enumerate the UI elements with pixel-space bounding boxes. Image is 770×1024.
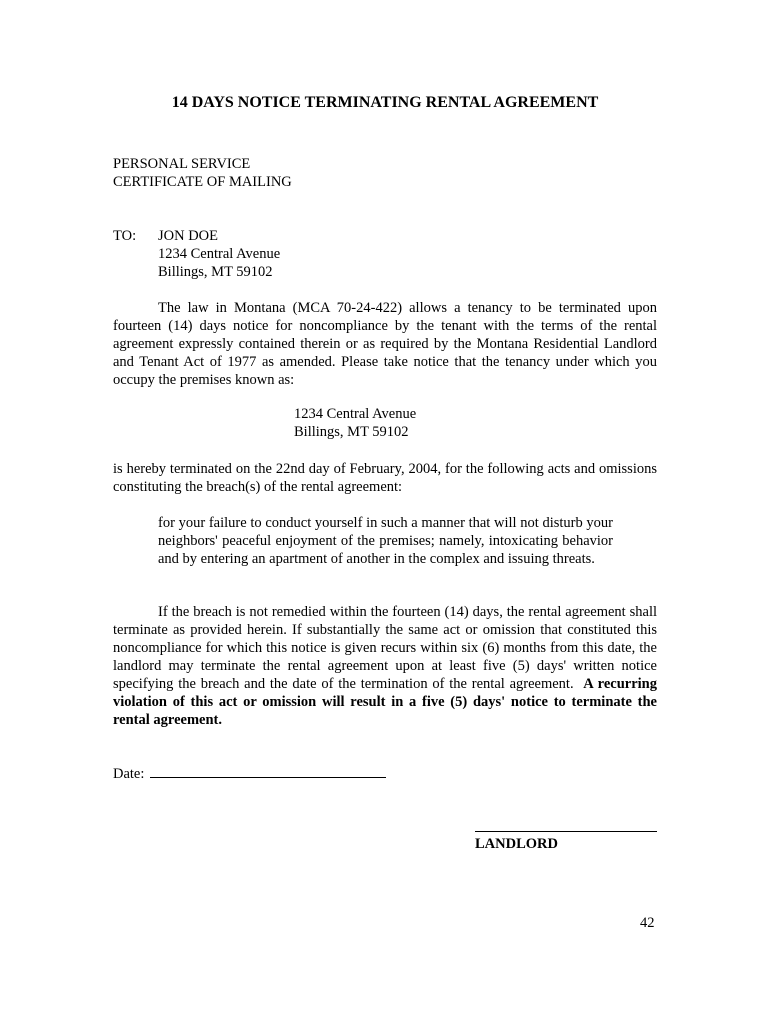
premises-address xyxy=(294,405,416,441)
remedy-paragraph xyxy=(113,603,657,729)
premises-street: 1234 Central Avenue xyxy=(294,406,417,422)
premises-city: Billings, MT 59102 xyxy=(294,424,409,440)
to-label: TO: xyxy=(113,228,137,244)
date-row xyxy=(113,764,386,783)
termination-paragraph: is hereby terminated on the 22nd day of February, 2004, for the following acts and omissions constituting the breach(s) of the rental agreement: xyxy=(113,461,657,495)
landlord-signature-label: LANDLORD xyxy=(475,836,558,852)
intro-paragraph: The law in Montana (MCA 70-24-422) allows a tenancy to be terminated upon fourteen (14) days notice for noncompliance by the tenant with the terms of the rental agreement expressly contained therein or as required by the Montana Residential Landlord and Tenant Act of 1977 as amended. Please take notice that the tenancy under which you occupy the premises known as: xyxy=(113,300,657,388)
breach-description: for your failure to conduct yourself in such a manner that will not disturb your neighbors' peaceful enjoyment of the premises; namely, intoxicating behavior and by entering an apartment of another in the complex and issuing threats. xyxy=(158,515,613,567)
signature-line xyxy=(475,831,657,832)
service-option-personal: PERSONAL SERVICE xyxy=(113,156,251,172)
recipient-name: JON DOE xyxy=(158,228,219,244)
recipient-street: 1234 Central Avenue xyxy=(158,246,281,262)
recipient-city: Billings, MT 59102 xyxy=(158,264,273,280)
date-label: Date: xyxy=(113,766,145,782)
recipient-address xyxy=(158,227,280,281)
remedy-warning: A recurring violation of this act or omission will result in a five (5) days' notice to terminate the rental agreement. xyxy=(113,676,657,728)
document-title: 14 DAYS NOTICE TERMINATING RENTAL AGREEMENT xyxy=(171,94,599,111)
remedy-text: If the breach is not remedied within the fourteen (14) days, the rental agreement shall terminate as provided herein. If substantially the same act or omission that constituted this noncompliance for which this notice is given recurs within six (6) months from this date, the landlord may terminate the rental agreement upon at least five (5) days' written notice specifying the breach and the date of the termination of the rental agreement. xyxy=(113,604,657,692)
page-number: 42 xyxy=(640,915,655,931)
service-option-mailing: CERTIFICATE OF MAILING xyxy=(113,174,292,190)
service-method-block xyxy=(113,155,292,191)
date-blank-line xyxy=(150,764,386,778)
